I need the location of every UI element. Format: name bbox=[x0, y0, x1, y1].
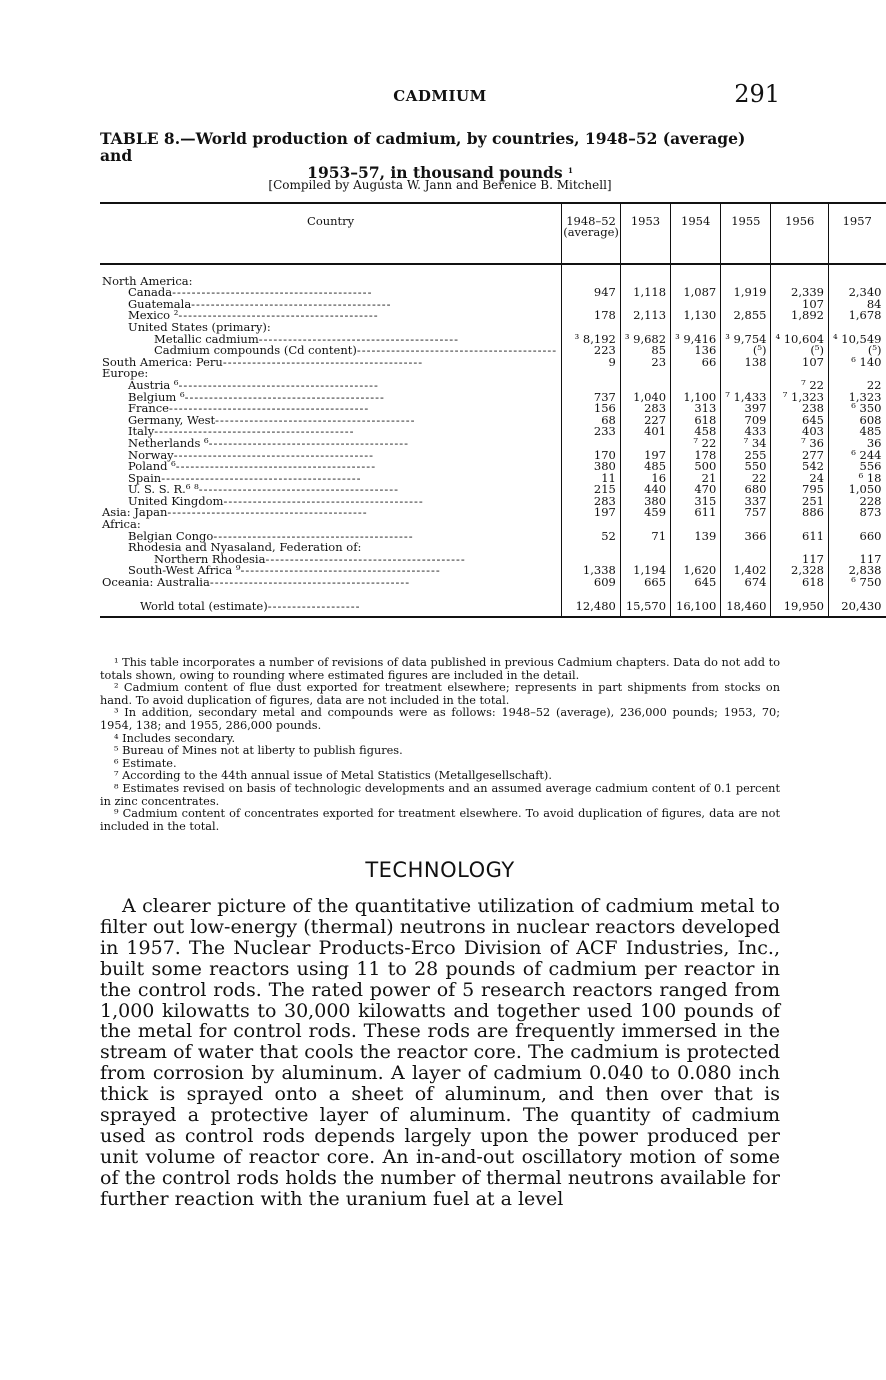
table-cell: 611 bbox=[671, 507, 721, 519]
row-label: Norway bbox=[128, 447, 174, 462]
table-cell: 11 bbox=[562, 472, 621, 484]
table-cell: 107 bbox=[771, 356, 829, 368]
table-row: Metallic cadmium----------------------------------------- ³ 8,192 ³ 9,682 ³ 9,416 ³ 9,754 ⁴ 10,604 ⁴ 10,549 bbox=[100, 333, 886, 345]
table-cell: 2,339 bbox=[771, 287, 829, 299]
table-cell: 709 bbox=[721, 414, 771, 426]
table-cell: 440 bbox=[620, 484, 670, 496]
table-cell: ⁴ 10,549 bbox=[828, 333, 885, 345]
running-title: CADMIUM bbox=[393, 87, 487, 105]
table-cell: 9 bbox=[562, 356, 621, 368]
table-cell: 403 bbox=[771, 426, 829, 438]
total-cell: 16,100 bbox=[671, 596, 721, 617]
column-header: 1957 bbox=[828, 203, 885, 264]
table-cell: ⁴ 10,604 bbox=[771, 333, 829, 345]
table-cell: 1,919 bbox=[721, 287, 771, 299]
table-cell: ⁷ 22 bbox=[671, 437, 721, 449]
table-cell: 618 bbox=[771, 576, 829, 588]
table-cell bbox=[620, 542, 670, 554]
table-cell: 23 bbox=[620, 356, 670, 368]
footnote: ⁸ Estimates revised on basis of technologic developments and an assumed average cadmium content of 0.1 percent in zinc concentrates. bbox=[100, 781, 780, 808]
column-header: 1954 bbox=[671, 203, 721, 264]
table-row: Italy----------------------------------------- 233 401 458 433 403 485 bbox=[100, 426, 886, 438]
table-cell: 2,113 bbox=[620, 310, 670, 322]
table-row: Norway----------------------------------------- 170 197 178 255 277 ⁶ 244 bbox=[100, 449, 886, 461]
row-label: Europe: bbox=[102, 366, 149, 381]
table-title-line1: TABLE 8.—World production of cadmium, by countries, 1948–52 (average) and bbox=[100, 129, 746, 165]
table-cell: 337 bbox=[721, 495, 771, 507]
row-label: United States (primary): bbox=[128, 319, 271, 334]
table-row: Germany, West----------------------------------------- 68 227 618 709 645 608 bbox=[100, 414, 886, 426]
table-cell: 1,100 bbox=[671, 391, 721, 403]
table-cell: 459 bbox=[620, 507, 670, 519]
table-cell: 197 bbox=[620, 449, 670, 461]
table-cell: 85 bbox=[620, 345, 670, 357]
table-cell: 21 bbox=[671, 472, 721, 484]
table-row: U. S. S. R.⁶ ⁸----------------------------------------- 215 440 470 680 795 1,050 bbox=[100, 484, 886, 496]
table-title-line2-text: 1953–57, in thousand pounds bbox=[307, 163, 563, 182]
table-cell: 645 bbox=[771, 414, 829, 426]
row-label: Cadmium compounds (Cd content) bbox=[154, 343, 357, 358]
table-cell: 380 bbox=[562, 461, 621, 473]
table-body bbox=[100, 264, 886, 617]
table-cell: ⁷ 34 bbox=[721, 437, 771, 449]
table-cell bbox=[721, 368, 771, 380]
table-cell: 136 bbox=[671, 345, 721, 357]
footnote: ¹ This table incorporates a number of revisions of data published in previous Cadmium chapters. Data do not add to totals shown, owing to rounding where estimated figures are included in the detail. bbox=[100, 656, 780, 682]
table-cell: 36 bbox=[828, 437, 885, 449]
table-cell: 618 bbox=[671, 414, 721, 426]
row-label: Rhodesia and Nyasaland, Federation of: bbox=[128, 540, 362, 555]
table-cell: 608 bbox=[828, 414, 885, 426]
table-cell: ⁶ 140 bbox=[828, 356, 885, 368]
column-header: 1956 bbox=[771, 203, 829, 264]
total-cell: 19,950 bbox=[771, 596, 829, 617]
row-label: Spain bbox=[128, 470, 162, 485]
row-label: Metallic cadmium bbox=[154, 331, 259, 346]
row-label: Germany, West bbox=[128, 412, 216, 427]
table-cell bbox=[721, 542, 771, 554]
total-cell: 12,480 bbox=[562, 596, 621, 617]
table-cell: ⁷ 1,433 bbox=[721, 391, 771, 403]
table-row: France----------------------------------------- 156 283 313 397 238 ⁶ 350 bbox=[100, 403, 886, 415]
table-row: Poland ⁶----------------------------------------- 380 485 500 550 542 556 bbox=[100, 461, 886, 473]
table-cell: ⁶ 244 bbox=[828, 449, 885, 461]
production-table bbox=[100, 202, 886, 618]
table-cell: 139 bbox=[671, 530, 721, 542]
table-cell: 470 bbox=[671, 484, 721, 496]
table-cell: 542 bbox=[771, 461, 829, 473]
row-label: Canada bbox=[128, 285, 173, 300]
table-cell: 397 bbox=[721, 403, 771, 415]
table-row: Mexico ²----------------------------------------- 178 2,113 1,130 2,855 1,892 1,678 bbox=[100, 310, 886, 322]
table-cell: 233 bbox=[562, 426, 621, 438]
table-cell: 886 bbox=[771, 507, 829, 519]
table-cell: 16 bbox=[620, 472, 670, 484]
table-row: United Kingdom----------------------------------------- 283 380 315 337 251 228 bbox=[100, 495, 886, 507]
table-cell: 1,118 bbox=[620, 287, 670, 299]
row-label: Belgian Congo bbox=[128, 528, 214, 543]
row-label: Asia: Japan bbox=[102, 505, 168, 520]
table-cell: 1,040 bbox=[620, 391, 670, 403]
table-cell: 170 bbox=[562, 449, 621, 461]
table-cell bbox=[671, 368, 721, 380]
table-row: Cadmium compounds (Cd content)----------------------------------------- 223 85 136 (⁵) (⁵) (⁵) bbox=[100, 345, 886, 357]
table-cell: 556 bbox=[828, 461, 885, 473]
table-cell: 227 bbox=[620, 414, 670, 426]
table-title bbox=[100, 130, 780, 181]
page bbox=[100, 0, 882, 1210]
footnote: ³ In addition, secondary metal and compounds were as follows: 1948–52 (average), 236,000 pounds; 1953, 70; 1954, 138; and 1955, 286,000 pounds. bbox=[100, 706, 780, 732]
row-label: Mexico ² bbox=[128, 308, 179, 323]
table-cell: 947 bbox=[562, 287, 621, 299]
table-cell: 117 bbox=[771, 553, 829, 565]
table-cell: ⁶ 18 bbox=[828, 472, 885, 484]
page-number: 291 bbox=[734, 80, 780, 108]
table-row: Northern Rhodesia----------------------------------------- 117 117 bbox=[100, 553, 886, 565]
table-row: South-West Africa ⁹----------------------------------------- 1,338 1,194 1,620 1,402 2,328 2,838 bbox=[100, 565, 886, 577]
table-cell: 277 bbox=[771, 449, 829, 461]
table-cell: ⁷ 36 bbox=[771, 437, 829, 449]
row-label: South-West Africa ⁹ bbox=[128, 563, 241, 578]
table-cell: ³ 8,192 bbox=[562, 333, 621, 345]
footnote: ⁷ According to the 44th annual issue of Metal Statistics (Metallgesellschaft). bbox=[114, 769, 552, 783]
table-cell: 283 bbox=[562, 495, 621, 507]
table-cell: 500 bbox=[671, 461, 721, 473]
row-label: United Kingdom bbox=[128, 493, 224, 508]
footnote: ⁴ Includes secondary. bbox=[114, 731, 236, 745]
row-label: Italy bbox=[128, 424, 155, 439]
table-cell: 197 bbox=[562, 507, 621, 519]
table-cell: 665 bbox=[620, 576, 670, 588]
table-cell: 611 bbox=[771, 530, 829, 542]
table-row: Oceania: Australia----------------------------------------- 609 665 645 674 618 ⁶ 750 bbox=[100, 576, 886, 588]
table-row: Austria ⁶----------------------------------------- ⁷ 22 22 bbox=[100, 379, 886, 391]
table-cell: 178 bbox=[671, 449, 721, 461]
table-cell: (⁵) bbox=[828, 345, 885, 357]
table-cell: 645 bbox=[671, 576, 721, 588]
table-cell: 550 bbox=[721, 461, 771, 473]
footnote: ⁹ Cadmium content of concentrates exported for treatment elsewhere. To avoid duplication of figures, data are not included in the total. bbox=[100, 807, 780, 833]
table-cell: 609 bbox=[562, 576, 621, 588]
table-cell: 674 bbox=[721, 576, 771, 588]
table-cell: 283 bbox=[620, 403, 670, 415]
table-row: Belgian Congo----------------------------------------- 52 71 139 366 611 660 bbox=[100, 530, 886, 542]
table-cell: 1,892 bbox=[771, 310, 829, 322]
row-label: North America: bbox=[102, 273, 193, 288]
table-row: South America: Peru----------------------------------------- 9 23 66 138 107 ⁶ 140 bbox=[100, 356, 886, 368]
table-cell: ⁶ 350 bbox=[828, 403, 885, 415]
total-cell: 18,460 bbox=[721, 596, 771, 617]
table-cell: 228 bbox=[828, 495, 885, 507]
table-cell: 433 bbox=[721, 426, 771, 438]
table-row: Spain----------------------------------------- 11 16 21 22 24 ⁶ 18 bbox=[100, 472, 886, 484]
page-header bbox=[100, 0, 780, 110]
footnote: ⁵ Bureau of Mines not at liberty to publish figures. bbox=[114, 744, 403, 758]
table-cell: 660 bbox=[828, 530, 885, 542]
table-cell: 22 bbox=[721, 472, 771, 484]
table-cell: 52 bbox=[562, 530, 621, 542]
table-cell: ³ 9,682 bbox=[620, 333, 670, 345]
table-cell: 1,338 bbox=[562, 565, 621, 577]
footnotes bbox=[100, 657, 780, 833]
table-cell bbox=[562, 368, 621, 380]
row-label: France bbox=[128, 401, 169, 416]
footnote: ² Cadmium content of flue dust exported for treatment elsewhere; represents in part shipments from stocks on hand. To avoid duplication of figures, data are not included in the total. bbox=[100, 681, 780, 707]
table-cell: 2,838 bbox=[828, 565, 885, 577]
footnote: ⁶ Estimate. bbox=[114, 756, 177, 770]
table-cell: 84 bbox=[828, 298, 885, 310]
table-cell: 156 bbox=[562, 403, 621, 415]
column-header: 1948–52 (average) bbox=[562, 203, 621, 264]
row-label: Netherlands ⁶ bbox=[128, 435, 209, 450]
table-cell: 223 bbox=[562, 345, 621, 357]
table-row: Canada----------------------------------------- 947 1,118 1,087 1,919 2,339 2,340 bbox=[100, 287, 886, 299]
table-row: Belgium ⁶----------------------------------------- 737 1,040 1,100 ⁷ 1,433 ⁷ 1,323 1,323 bbox=[100, 391, 886, 403]
column-header: 1955 bbox=[721, 203, 771, 264]
table-title-footnote-ref: 1 bbox=[567, 166, 573, 175]
table-row: Guatemala----------------------------------------- 107 84 bbox=[100, 298, 886, 310]
column-header: Country bbox=[100, 203, 562, 264]
table-cell: 238 bbox=[771, 403, 829, 415]
row-label: Guatemala bbox=[128, 296, 192, 311]
table-cell: 458 bbox=[671, 426, 721, 438]
table-cell: 380 bbox=[620, 495, 670, 507]
row-label: Poland ⁶ bbox=[128, 459, 176, 474]
column-header: 1953 bbox=[620, 203, 670, 264]
table-cell bbox=[671, 542, 721, 554]
row-label: Oceania: Australia bbox=[102, 575, 210, 590]
table-cell: 795 bbox=[771, 484, 829, 496]
table-cell: 1,323 bbox=[828, 391, 885, 403]
table-cell: 366 bbox=[721, 530, 771, 542]
row-label: Austria ⁶ bbox=[128, 377, 179, 392]
table-cell: 138 bbox=[721, 356, 771, 368]
table-cell: (⁵) bbox=[721, 345, 771, 357]
table-cell: ⁷ 22 bbox=[771, 379, 829, 391]
table-cell: (⁵) bbox=[771, 345, 829, 357]
table-cell: 401 bbox=[620, 426, 670, 438]
row-label: Africa: bbox=[102, 517, 141, 532]
body-paragraph: A clearer picture of the quantitative utilization of cadmium metal to filter out low-energy (thermal) neutrons in nuclear reactors developed in 1957. The Nuclear Products-Erco Division of ACF Industries, Inc., built some reactors using 11 to 28 pounds of cadmium per reactor in the control rods. The rated power of 5 research reactors ranged from 1,000 kilowatts to 30,000 kilowatts and together used 100 pounds of the metal for control rods. These rods are frequently immersed in the stream of water that cools the reactor core. The cadmium is protected from corrosion by aluminum. A layer of cadmium 0.040 to 0.080 inch thick is sprayed onto a sheet of aluminum, and then over that is sprayed a protective layer of aluminum. The quantity of cadmium used as control rods depends largely upon the power produced per unit volume of reactor core. An in-and-out oscillatory motion of some of the control rods holds the number of thermal neutrons available for further reaction with the uranium fuel at a level bbox=[100, 895, 780, 1210]
table-total-row: World total (estimate)------------------- 12,480 15,570 16,100 18,460 19,950 20,430 bbox=[100, 596, 886, 617]
table-cell: ³ 9,416 bbox=[671, 333, 721, 345]
total-cell: 20,430 bbox=[828, 596, 885, 617]
table-cell: 315 bbox=[671, 495, 721, 507]
row-label: South America: Peru bbox=[102, 354, 223, 369]
table-cell: 178 bbox=[562, 310, 621, 322]
table-cell: 1,050 bbox=[828, 484, 885, 496]
table-cell: 66 bbox=[671, 356, 721, 368]
table-cell: 1,130 bbox=[671, 310, 721, 322]
table-cell: 22 bbox=[828, 379, 885, 391]
table-cell: 255 bbox=[721, 449, 771, 461]
table-cell: 117 bbox=[828, 553, 885, 565]
table-header-row bbox=[100, 203, 886, 264]
table-compiled-by: [Compiled by Augusta W. Jann and Berenice B. Mitchell] bbox=[268, 178, 612, 192]
table-cell: 2,855 bbox=[721, 310, 771, 322]
table-cell: 680 bbox=[721, 484, 771, 496]
table-cell: 107 bbox=[771, 298, 829, 310]
row-label: Belgium ⁶ bbox=[128, 389, 185, 404]
table-cell: 313 bbox=[671, 403, 721, 415]
total-cell: 15,570 bbox=[620, 596, 670, 617]
table-cell bbox=[620, 368, 670, 380]
section-heading: TECHNOLOGY bbox=[365, 858, 515, 882]
table-cell bbox=[562, 542, 621, 554]
table-cell: 757 bbox=[721, 507, 771, 519]
table-cell: ⁷ 1,323 bbox=[771, 391, 829, 403]
table-cell: 485 bbox=[620, 461, 670, 473]
table-row: Netherlands ⁶----------------------------------------- ⁷ 22 ⁷ 34 ⁷ 36 36 bbox=[100, 437, 886, 449]
row-label: U. S. S. R.⁶ ⁸ bbox=[128, 482, 199, 497]
table-cell: 215 bbox=[562, 484, 621, 496]
table-cell: 68 bbox=[562, 414, 621, 426]
table-cell: 24 bbox=[771, 472, 829, 484]
table-cell: ⁶ 750 bbox=[828, 576, 885, 588]
table-cell: 1,087 bbox=[671, 287, 721, 299]
table-cell: 251 bbox=[771, 495, 829, 507]
table-cell: 2,328 bbox=[771, 565, 829, 577]
row-label: Northern Rhodesia bbox=[154, 551, 266, 566]
table-cell: 873 bbox=[828, 507, 885, 519]
table-cell: 1,620 bbox=[671, 565, 721, 577]
table-cell: 737 bbox=[562, 391, 621, 403]
table-cell: 1,402 bbox=[721, 565, 771, 577]
table-cell: ³ 9,754 bbox=[721, 333, 771, 345]
table-row: Asia: Japan----------------------------------------- 197 459 611 757 886 873 bbox=[100, 507, 886, 519]
table-cell: 1,194 bbox=[620, 565, 670, 577]
table-cell: 485 bbox=[828, 426, 885, 438]
total-label: World total (estimate) bbox=[140, 598, 268, 613]
table-cell: 71 bbox=[620, 530, 670, 542]
table-cell: 1,678 bbox=[828, 310, 885, 322]
table-cell: 2,340 bbox=[828, 287, 885, 299]
